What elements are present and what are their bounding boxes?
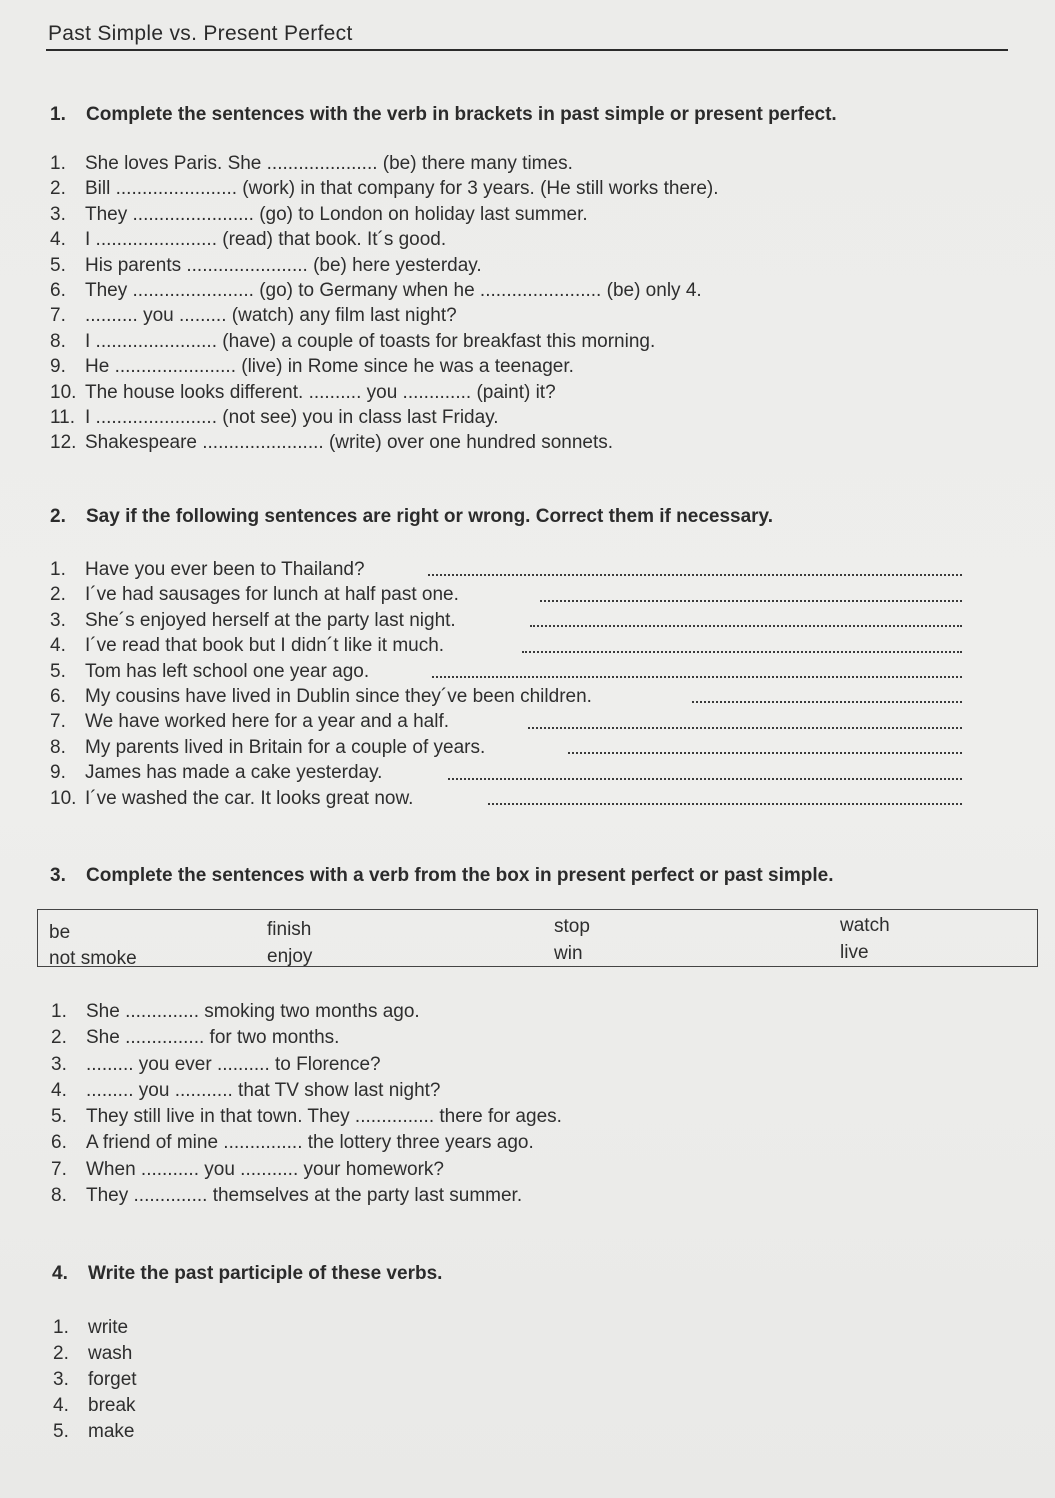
answer-line[interactable] (530, 625, 962, 627)
list-item (51, 1183, 562, 1209)
item-text: They ....................... (go) to Germany when he ....................... (be) only 4. (85, 279, 702, 301)
section-4-heading-text: Write the past participle of these verbs. (88, 1263, 443, 1284)
word-box-item: not smoke (49, 948, 137, 969)
section-4-list (53, 1315, 137, 1445)
item-number: 5. (53, 1421, 69, 1442)
list-item (50, 227, 719, 252)
list-item (50, 202, 719, 227)
item-number: 8. (50, 736, 66, 758)
item-number: 10. (50, 787, 77, 809)
section-1-number: 1. (50, 104, 66, 125)
item-text: break (88, 1395, 136, 1416)
section-1-heading-text: Complete the sentences with the verb in brackets in past simple or present perfect. (86, 104, 837, 125)
word-box-item: watch (840, 915, 890, 936)
list-item (53, 1341, 137, 1367)
list-item (50, 735, 962, 760)
item-number: 7. (50, 305, 66, 327)
answer-line[interactable] (692, 701, 962, 703)
item-text: He ....................... (live) in Rome since he was a teenager. (85, 356, 574, 378)
item-number: 8. (51, 1185, 67, 1207)
list-item (50, 151, 719, 176)
section-4-heading (52, 1263, 442, 1285)
item-text: She ............... for two months. (86, 1027, 340, 1049)
list-item (50, 582, 962, 607)
list-item (50, 278, 719, 303)
list-item (50, 608, 962, 633)
item-number: 5. (50, 660, 66, 682)
item-text: Tom has left school one year ago. (85, 660, 370, 682)
item-text: A friend of mine ............... the lottery three years ago. (86, 1132, 534, 1154)
item-number: 12. (50, 432, 77, 454)
item-text: She .............. smoking two months ago. (86, 1001, 420, 1022)
list-item (50, 659, 962, 684)
item-text: They ....................... (go) to London on holiday last summer. (85, 203, 588, 225)
item-number: 5. (51, 1106, 67, 1128)
item-text: write (88, 1317, 129, 1338)
list-item (51, 1078, 562, 1104)
title-underline (46, 49, 1008, 51)
list-item (53, 1367, 137, 1393)
item-text: Bill ....................... (work) in that company for 3 years. (He still works there). (85, 178, 719, 200)
item-number: 3. (50, 609, 66, 631)
answer-line[interactable] (448, 778, 962, 780)
answer-line[interactable] (522, 651, 962, 653)
list-item (50, 709, 962, 734)
item-number: 4. (50, 635, 66, 657)
item-text: ......... you ........... that TV show last night? (86, 1079, 441, 1101)
item-text: Have you ever been to Thailand? (85, 559, 365, 580)
answer-line[interactable] (488, 803, 962, 805)
item-number: 6. (50, 279, 66, 301)
item-text: She´s enjoyed herself at the party last night. (85, 609, 456, 631)
item-number: 6. (50, 685, 66, 707)
section-1-list (50, 151, 719, 456)
list-item (50, 329, 719, 354)
item-text: ......... you ever .......... to Florence? (86, 1053, 381, 1075)
section-2-number: 2. (50, 506, 66, 527)
answer-line[interactable] (540, 600, 962, 602)
item-text: She loves Paris. She ..................... (be) there many times. (85, 153, 573, 174)
list-item (50, 354, 719, 379)
list-item (50, 405, 719, 430)
item-text: We have worked here for a year and a half. (85, 711, 450, 733)
item-number: 4. (50, 229, 66, 251)
section-3-heading-text: Complete the sentences with a verb from the box in present perfect or past simple. (86, 865, 834, 886)
list-item (50, 253, 719, 278)
item-text: They .............. themselves at the party last summer. (86, 1185, 523, 1207)
item-number: 2. (53, 1343, 69, 1364)
item-text: When ........... you ........... your homework? (86, 1158, 444, 1180)
item-text: make (88, 1421, 135, 1442)
section-2-list (50, 557, 962, 811)
section-2-heading (50, 506, 773, 528)
item-text: I ....................... (have) a couple of toasts for breakfast this morning. (85, 330, 656, 352)
word-box-item: be (49, 922, 71, 943)
section-2-heading-text: Say if the following sentences are right or wrong. Correct them if necessary. (86, 506, 773, 527)
item-number: 5. (50, 254, 66, 276)
item-number: 3. (50, 203, 66, 225)
item-text: I ....................... (not see) you in class last Friday. (85, 406, 499, 428)
word-box-item: enjoy (267, 946, 313, 967)
answer-line[interactable] (432, 676, 962, 678)
item-number: 10. (50, 381, 77, 403)
section-3-number: 3. (50, 865, 66, 886)
item-text: .......... you ......... (watch) any film last night? (85, 305, 457, 327)
item-text: I´ve had sausages for lunch at half past one. (85, 584, 459, 606)
list-item (51, 1157, 562, 1183)
item-number: 2. (50, 178, 66, 200)
item-text: The house looks different. .......... you ............. (paint) it? (85, 381, 556, 403)
item-text: Shakespeare ....................... (write) over one hundred sonnets. (85, 432, 614, 454)
section-1-heading (50, 104, 837, 126)
item-number: 3. (53, 1369, 69, 1390)
answer-line[interactable] (528, 727, 962, 729)
section-4-number: 4. (52, 1263, 68, 1284)
item-text: wash (88, 1343, 133, 1364)
item-number: 7. (50, 711, 66, 733)
list-item (50, 633, 962, 658)
list-item (53, 1315, 137, 1341)
item-text: I´ve read that book but I didn´t like it much. (85, 635, 445, 657)
item-number: 2. (50, 584, 66, 606)
answer-line[interactable] (428, 574, 962, 576)
item-number: 1. (50, 153, 66, 174)
page-title: Past Simple vs. Present Perfect (48, 22, 353, 45)
item-number: 2. (51, 1027, 67, 1049)
list-item (50, 684, 962, 709)
list-item (50, 380, 719, 405)
item-number: 8. (50, 330, 66, 352)
item-number: 4. (51, 1079, 67, 1101)
list-item (53, 1393, 137, 1419)
list-item (51, 1130, 562, 1156)
word-box (37, 909, 1038, 967)
answer-line[interactable] (568, 752, 962, 754)
list-item (51, 1104, 562, 1130)
list-item (51, 1052, 562, 1078)
word-box-item: finish (267, 919, 312, 940)
item-number: 1. (53, 1317, 69, 1338)
word-box-item: stop (554, 916, 590, 937)
item-number: 3. (51, 1053, 67, 1075)
item-text: forget (88, 1369, 137, 1390)
item-text: James has made a cake yesterday. (85, 762, 383, 784)
section-3-heading (50, 865, 834, 887)
word-box-item: live (840, 942, 869, 963)
item-text: They still live in that town. They ............... there for ages. (86, 1106, 562, 1128)
item-text: My parents lived in Britain for a couple of years. (85, 736, 486, 758)
item-number: 9. (50, 356, 66, 378)
item-number: 9. (50, 762, 66, 784)
item-text: I ....................... (read) that book. It´s good. (85, 229, 447, 251)
list-item (51, 1025, 562, 1051)
item-text: I´ve washed the car. It looks great now. (85, 787, 414, 809)
list-item (51, 999, 562, 1025)
item-number: 4. (53, 1395, 69, 1416)
section-3-list (51, 999, 562, 1209)
list-item (50, 557, 962, 582)
item-number: 1. (50, 559, 66, 580)
list-item (50, 760, 962, 785)
list-item (50, 176, 719, 201)
item-number: 1. (51, 1001, 67, 1022)
item-text: My cousins have lived in Dublin since they´ve been children. (85, 685, 592, 707)
word-box-item: win (554, 943, 583, 964)
item-number: 11. (50, 406, 76, 428)
item-number: 7. (51, 1158, 67, 1180)
item-number: 6. (51, 1132, 67, 1154)
list-item (50, 786, 962, 811)
list-item (50, 430, 719, 455)
list-item (50, 303, 719, 328)
item-text: His parents ....................... (be) here yesterday. (85, 254, 482, 276)
list-item (53, 1419, 137, 1445)
